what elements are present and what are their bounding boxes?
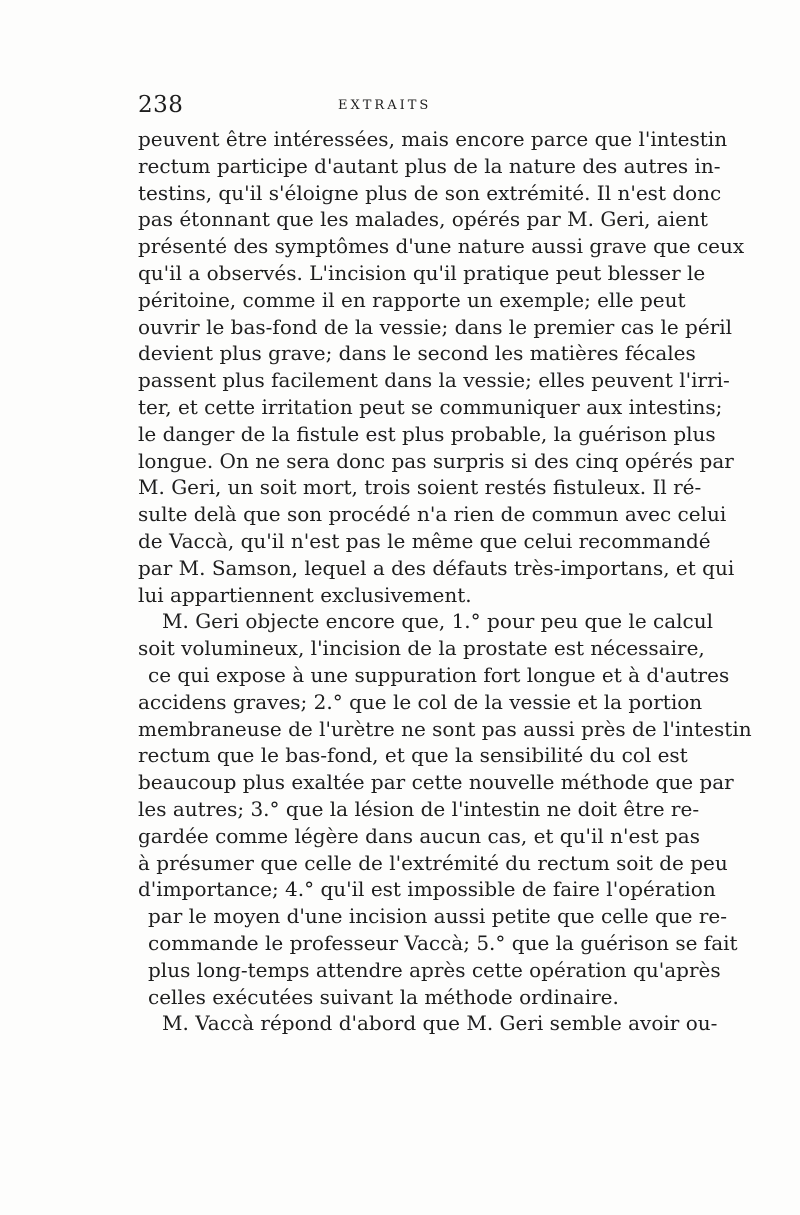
paragraph-start-line: M. Vaccà répond d'abord que M. Geri semble avoir ou- [162, 1011, 718, 1036]
paragraph-start-line: M. Geri objecte encore que, 1.° pour peu que le calcul [162, 609, 714, 634]
text-line: pas étonnant que les malades, opérés par M. Geri, aient [138, 207, 708, 232]
text-line: les autres; 3.° que la lésion de l'intestin ne doit être re- [138, 796, 700, 821]
text-line: péritoine, comme il en rapporte un exemple; elle peut [138, 287, 686, 312]
text-line: de Vaccà, qu'il n'est pas le même que celui recommandé [138, 528, 711, 553]
text-line: longue. On ne sera donc pas surpris si des cinq opérés par [138, 448, 734, 473]
text-line: ter, et cette irritation peut se communiquer aux intestins; [138, 394, 723, 419]
running-head: EXTRAITS [338, 98, 432, 113]
text-line: ouvrir le bas-fond de la vessie; dans le premier cas le péril [138, 314, 733, 339]
text-line: rectum que le bas-fond, et que la sensibilité du col est [138, 743, 688, 768]
text-line: rectum participe d'autant plus de la nature des autres in- [138, 153, 721, 178]
text-line: le danger de la fistule est plus probable, la guérison plus [138, 421, 716, 446]
text-line: membraneuse de l'urètre ne sont pas aussi près de l'intestin [138, 716, 752, 741]
text-line: commande le professeur Vaccà; 5.° que la guérison se fait [148, 930, 738, 955]
text-line: testins, qu'il s'éloigne plus de son extrémité. Il n'est donc [138, 180, 722, 205]
page-header [138, 92, 660, 122]
text-line: par le moyen d'une incision aussi petite que celle que re- [148, 904, 728, 929]
text-line: d'importance; 4.° qu'il est impossible de faire l'opération [138, 877, 716, 902]
text-line: plus long-temps attendre après cette opération qu'après [148, 957, 721, 982]
text-line: à présumer que celle de l'extrémité du rectum soit de peu [138, 850, 728, 875]
text-line: sulte delà que son procédé n'a rien de commun avec celui [138, 502, 727, 527]
text-line: M. Geri, un soit mort, trois soient restés fistuleux. Il ré- [138, 475, 702, 500]
text-line: devient plus grave; dans le second les matières fécales [138, 341, 696, 366]
paragraph-end-line: lui appartiennent exclusivement. [138, 582, 472, 607]
text-line: qu'il a observés. L'incision qu'il pratique peut blesser le [138, 260, 706, 285]
text-line: accidens graves; 2.° que le col de la vessie et la portion [138, 689, 703, 714]
paragraph-end-line: celles exécutées suivant la méthode ordinaire. [148, 984, 619, 1009]
text-line: peuvent être intéressées, mais encore parce que l'intestin [138, 127, 728, 151]
text-line: ce qui expose à une suppuration fort longue et à d'autres [148, 662, 730, 687]
text-line: beaucoup plus exaltée par cette nouvelle méthode que par [138, 770, 734, 795]
page-number: 238 [138, 92, 184, 118]
text-line: passent plus facilement dans la vessie; elles peuvent l'irri- [138, 368, 730, 393]
text-line: présenté des symptômes d'une nature aussi grave que ceux [138, 234, 745, 259]
text-line: gardée comme légère dans aucun cas, et qu'il n'est pas [138, 823, 700, 848]
text-line: soit volumineux, l'incision de la prostate est nécessaire, [138, 636, 705, 661]
body-text [138, 126, 752, 1037]
text-line: par M. Samson, lequel a des défauts très-importans, et qui [138, 555, 735, 580]
